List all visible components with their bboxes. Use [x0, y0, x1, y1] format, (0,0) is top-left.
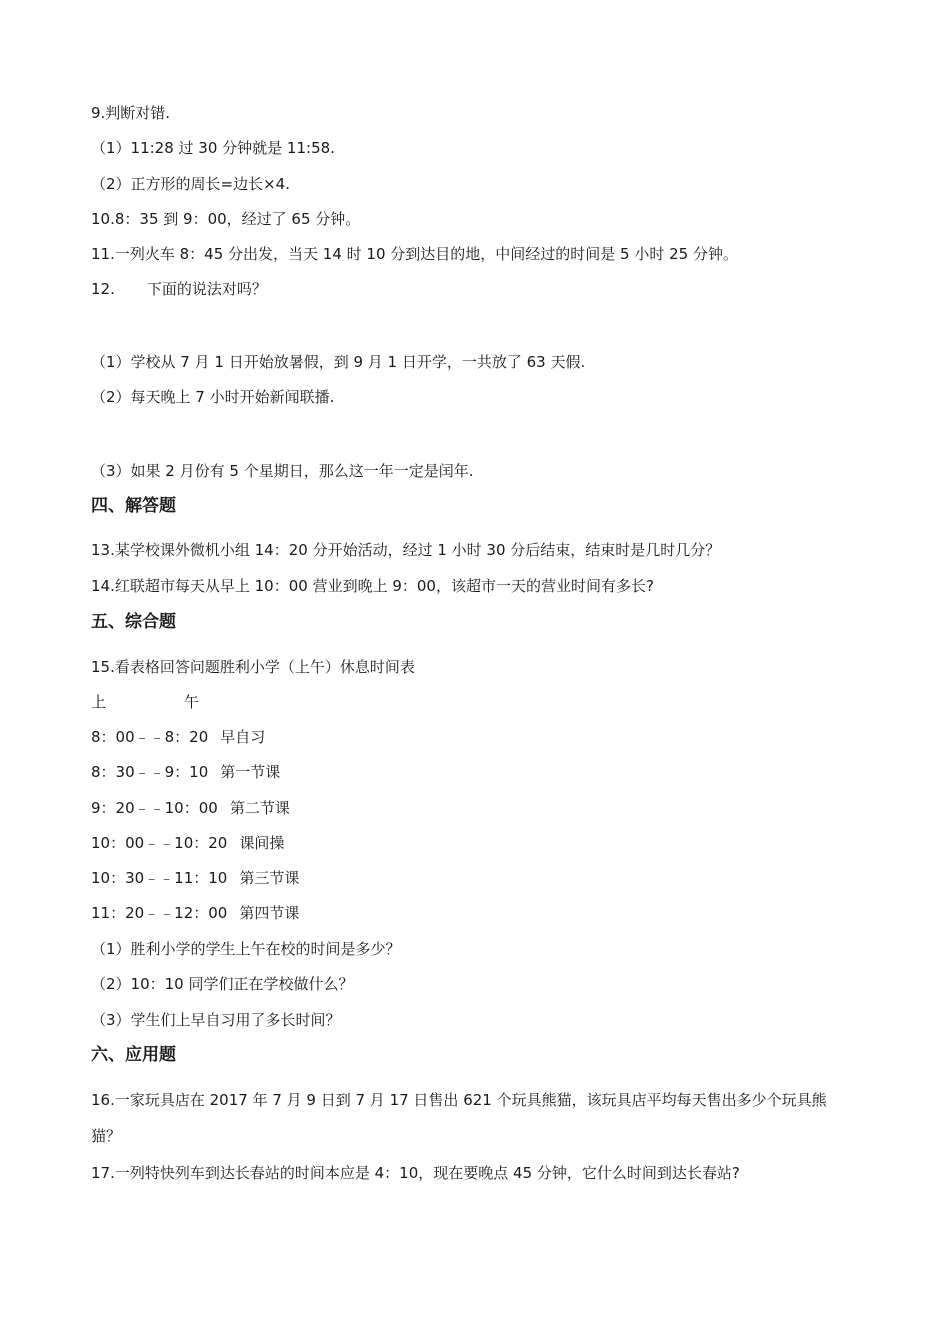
schedule-row — [91, 833, 284, 853]
q15-title: 15.看表格回答问题胜利小学（上午）休息时间表 — [91, 658, 415, 676]
section-heading-4: 四、解答题 — [91, 496, 176, 516]
q12-statement-2: （2）每天晚上 7 小时开始新闻联播. — [91, 388, 335, 406]
q16-line-1: 16.一家玩具店在 2017 年 7 月 9 日到 7 月 17 日售出 621 个玩具熊猫，该玩具店平均每天售出多少个玩具熊 — [91, 1091, 827, 1109]
schedule-time: 8：00﹣﹣8：20 — [91, 728, 209, 746]
q15-question-1: （1）胜利小学的学生上午在校的时间是多少？ — [91, 940, 401, 958]
schedule-time: 8：30﹣﹣9：10 — [91, 763, 209, 781]
q11: 11.一列火车 8：45 分出发，当天 14 时 10 分到达目的地，中间经过的时间是 5 小时 25 分钟。 — [91, 245, 738, 263]
schedule-header — [91, 692, 199, 712]
schedule-row — [91, 903, 299, 923]
schedule-time: 10：00﹣﹣10：20 — [91, 834, 228, 852]
schedule-time: 11：20﹣﹣12：00 — [91, 904, 228, 922]
schedule-header-left: 上 — [91, 693, 107, 711]
q12-title: 下面的说法对吗？ — [146, 280, 267, 298]
q12-number: 12. — [91, 280, 115, 298]
schedule-row — [91, 868, 299, 888]
schedule-activity: 第三节课 — [239, 869, 300, 887]
schedule-row — [91, 798, 290, 818]
schedule-activity: 第一节课 — [220, 763, 281, 781]
schedule-activity: 课间操 — [239, 834, 285, 852]
q12-statement-1: （1）学校从 7 月 1 日开始放暑假，到 9 月 1 日开学，一共放了 63 天假. — [91, 353, 586, 371]
section-heading-6: 六、应用题 — [91, 1045, 176, 1065]
q15-question-2: （2）10：10 同学们正在学校做什么？ — [91, 975, 354, 993]
schedule-activity: 第二节课 — [229, 799, 290, 817]
q14: 14.红联超市每天从早上 10：00 营业到晚上 9：00，该超市一天的营业时间有多长? — [91, 577, 654, 595]
q9-statement-2: （2）正方形的周长=边长×4. — [91, 175, 290, 193]
q12-title-line — [91, 279, 267, 299]
schedule-activity: 早自习 — [220, 728, 266, 746]
section-heading-5: 五、综合题 — [91, 612, 176, 632]
q13: 13.某学校课外微机小组 14：20 分开始活动，经过 1 小时 30 分后结束，结束时是几时几分？ — [91, 541, 721, 559]
q17: 17.一列特快列车到达长春站的时间本应是 4：10，现在要晚点 45 分钟，它什么时间到达长春站? — [91, 1164, 740, 1182]
q10: 10.8：35 到 9：00，经过了 65 分钟。 — [91, 210, 361, 228]
q9-title: 9.判断对错. — [91, 104, 171, 122]
q12-statement-3: （3）如果 2 月份有 5 个星期日，那么这一年一定是闰年. — [91, 462, 474, 480]
schedule-activity: 第四节课 — [239, 904, 300, 922]
q16-line-2: 猫？ — [91, 1127, 122, 1145]
schedule-time: 10：30﹣﹣11：10 — [91, 869, 228, 887]
schedule-header-right: 午 — [184, 693, 200, 711]
q15-question-3: （3）学生们上早自习用了多长时间？ — [91, 1011, 341, 1029]
schedule-row — [91, 727, 265, 747]
q9-statement-1: （1）11:28 过 30 分钟就是 11:58. — [91, 139, 335, 157]
schedule-row — [91, 762, 280, 782]
schedule-time: 9：20﹣﹣10：00 — [91, 799, 218, 817]
